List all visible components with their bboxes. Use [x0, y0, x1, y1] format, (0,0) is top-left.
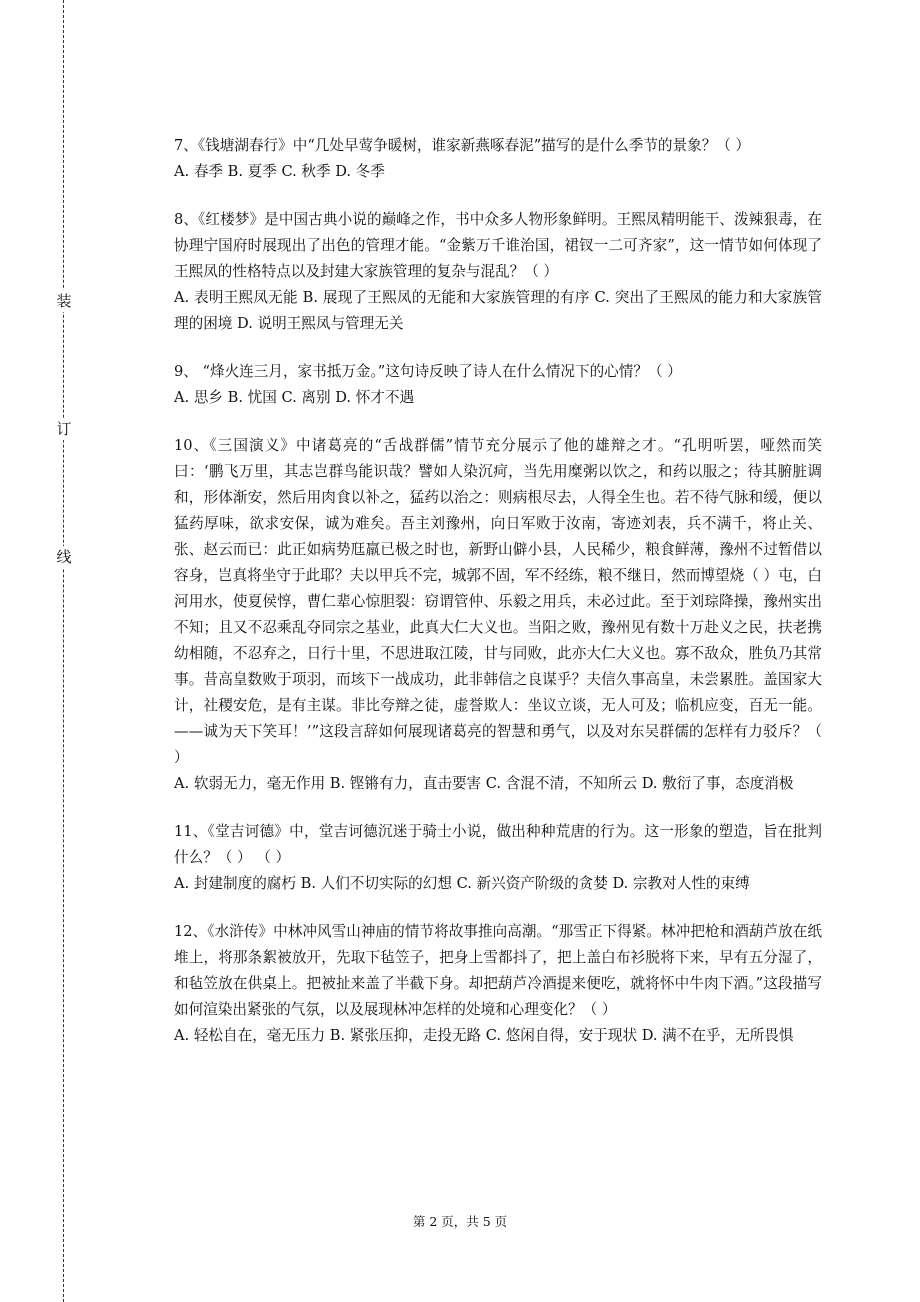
question-list [174, 133, 822, 1071]
question-stem: 10、《三国演义》中诸葛亮的“舌战群儒”情节充分展示了他的雄辩之才。“孔明听罢，哑然而笑曰：‘鹏飞万里，其志岂群鸟能识哉？譬如人染沉疴，当先用糜粥以饮之，和药以服之；待其腑脏调和，形体渐安，然后用肉食以补之，猛药以治之：则病根尽去，人得全生也。若不待气脉和缓，便以猛药厚味，欲求安保，诚为难矣。吾主刘豫州，向日军败于汝南，寄迹刘表，兵不满千，将止关、张、赵云而已：此正如病势尫羸已极之时也，新野山僻小县，人民稀少，粮食鲜薄，豫州不过暂借以容身，岂真将坐守于此耶？夫以甲兵不完，城郭不固，军不经练，粮不继日，然而博望烧（ ）屯，白河用水，使夏侯惇，曹仁辈心惊胆裂：窃谓管仲、乐毅之用兵，未必过此。至于刘琮降操，豫州实出不知；且又不忍乘乱夺同宗之基业，此真大仁大义也。当阳之败，豫州见有数十万赴义之民，扶老携幼相随，不忍弃之，日行十里，不思进取江陵，甘与同败，此亦大仁大义也。寡不敌众，胜负乃其常事。昔高皇数败于项羽，而垓下一战成功，此非韩信之良谋乎？夫信久事高皇，未尝累胜。盖国家大计，社稷安危，是有主谋。非比夸辩之徒，虚誉欺人：坐议立谈，无人可及；临机应变，百无一能。——诚为天下笑耳！’”这段言辞如何展现诸葛亮的智慧和勇气，以及对东吴群儒的怎样有力驳斥？（ ） [174, 437, 822, 766]
binding-char-ding: 订 [54, 418, 74, 440]
question-stem: 12、《水浒传》中林冲风雪山神庙的情节将故事推向高潮。“那雪正下得紧。林冲把枪和酒葫芦放在纸堆上，将那条絮被放开，先取下毡笠子，把身上雪都抖了，把上盖白布衫脱将下来，早有五分湿了，和毡笠放在供桌上。把被扯来盖了半截下身。却把葫芦冷酒提来便吃，就将怀中牛肉下酒。”这段描写如何渲染出紧张的气氛，以及展现林冲怎样的处境和心理变化？（ ） [174, 923, 822, 1018]
question-11 [174, 819, 822, 897]
question-9 [174, 359, 822, 411]
question-options: A. 春季 B. 夏季 C. 秋季 D. 冬季 [174, 163, 385, 180]
question-options: A. 轻松自在，毫无压力 B. 紧张压抑，走投无路 C. 悠闲自得，安于现状 D. 满不在乎，无所畏惧 [174, 1027, 794, 1044]
page-number: 第 2 页，共 5 页 [412, 1214, 508, 1229]
binding-char-xian: 线 [54, 546, 74, 568]
question-12 [174, 919, 822, 1049]
question-options: A. 封建制度的腐朽 B. 人们不切实际的幻想 C. 新兴资产阶级的贪婪 D. 宗教对人性的束缚 [174, 875, 750, 892]
question-8 [174, 207, 822, 337]
binding-dashed-line [63, 0, 64, 1302]
question-stem: 8、《红楼梦》是中国古典小说的巅峰之作，书中众多人物形象鲜明。王熙凤精明能干、泼辣狠毒，在协理宁国府时展现出了出色的管理才能。“金紫万千谁治国，裙钗一二可齐家”，这一情节如何体现了王熙凤的性格特点以及封建大家族管理的复杂与混乱？（ ） [174, 211, 822, 280]
question-10 [174, 433, 822, 797]
question-options: A. 软弱无力，毫无作用 B. 铿锵有力，直击要害 C. 含混不清，不知所云 D. 敷衍了事，态度消极 [174, 775, 794, 792]
question-stem: 7、《钱塘湖春行》中“几处早莺争暖树，谁家新燕啄春泥”描写的是什么季节的景象？（ ） [174, 137, 751, 154]
question-stem: 9、 “烽火连三月，家书抵万金。”这句诗反映了诗人在什么情况下的心情？（ ） [174, 363, 682, 380]
question-options: A. 思乡 B. 忧国 C. 离别 D. 怀才不遇 [174, 389, 415, 406]
question-options: A. 表明王熙凤无能 B. 展现了王熙凤的无能和大家族管理的有序 C. 突出了王熙凤的能力和大家族管理的困境 D. 说明王熙凤与管理无关 [174, 289, 822, 332]
question-stem: 11、《堂吉诃德》中，堂吉诃德沉迷于骑士小说，做出种种荒唐的行为。这一形象的塑造，旨在批判什么？（ ） （ ） [174, 823, 822, 866]
binding-char-zhuang: 装 [54, 290, 74, 312]
question-7 [174, 133, 822, 185]
